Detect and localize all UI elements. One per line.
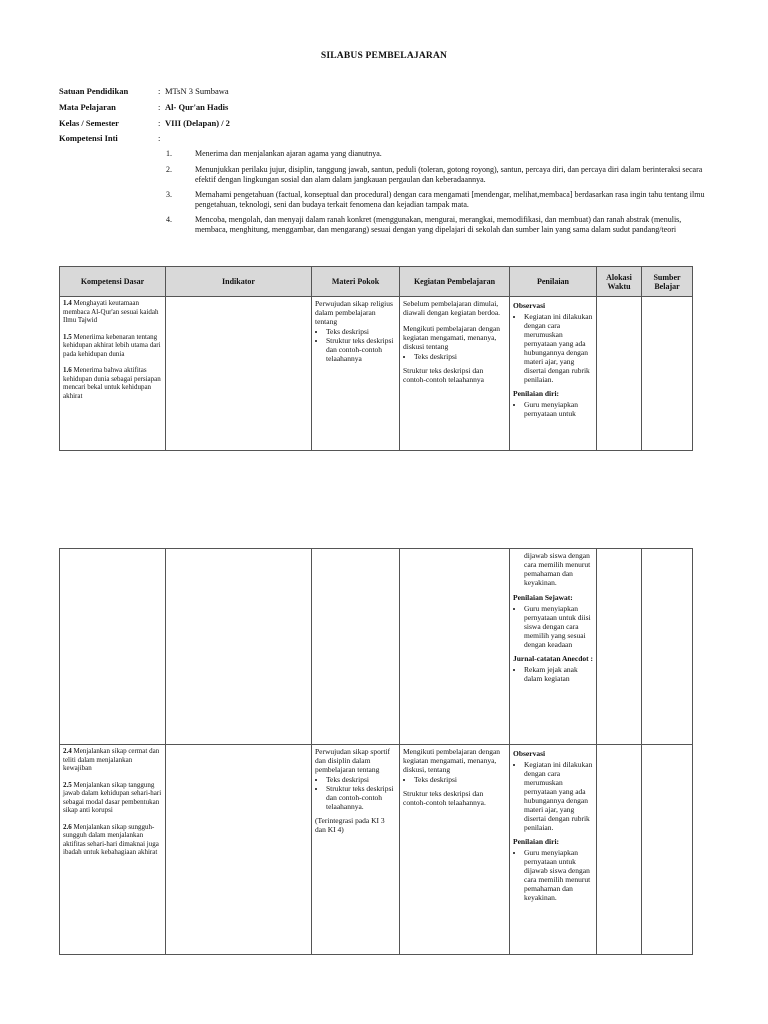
header-alokasi-waktu: Alokasi Waktu	[597, 267, 642, 297]
indikator-cell	[166, 549, 312, 745]
alokasi-cell	[597, 745, 642, 955]
syllabus-table-1	[59, 266, 693, 451]
header-penilaian: Penilaian	[510, 267, 597, 297]
kd-text: Menjalankan sikap tanggung jawab dalam kehidupan sehari-hari sebagai modal dasar pembentukan sikap anti korupsi	[63, 780, 162, 814]
kd-cell	[60, 297, 166, 451]
kd-item	[63, 299, 162, 325]
kegiatan-text: Struktur teks deskripsi dan contoh-contoh telaahannya	[403, 366, 485, 384]
sumber-cell	[642, 549, 693, 745]
sumber-cell	[642, 297, 693, 451]
kegiatan-cell	[400, 745, 510, 955]
header-materi-pokok: Materi Pokok	[312, 267, 400, 297]
header-kegiatan: Kegiatan Pembelajaran	[400, 267, 510, 297]
materi-intro: Perwujudan sikap religius dalam pembelajaran tentang	[315, 299, 393, 326]
ki-text: Menunjukkan perilaku jujur, disiplin, tanggung jawab, santun, peduli (toleran, gotong royong), santun, percaya diri, dan percaya diri dalam berinteraksi secara efektif dengan lingkungan sosial dan alam dalam jangkauan pergaulan dan keberadaannya.	[195, 165, 703, 184]
jurnal-label: Jurnal-catatan Anecdot :	[513, 654, 593, 663]
kd-text: Meneriima kebenaran tentang kehidupan akhirat lebih utama dari pada kehidupan dunia	[63, 332, 161, 358]
ki-number: 1.	[166, 149, 172, 158]
kd-number: 2.6	[63, 822, 72, 831]
ki-number: 2.	[166, 165, 172, 174]
penilaian-cell	[510, 297, 597, 451]
penilaian-cell	[510, 549, 597, 745]
materi-cell	[312, 549, 400, 745]
sumber-cell	[642, 745, 693, 955]
syllabus-table-2	[59, 548, 693, 955]
ki-number: 4.	[166, 215, 172, 224]
kegiatan-list	[403, 352, 506, 361]
colon: :	[158, 86, 161, 96]
kd-text: Menghayati keutamaan membaca Al-Qur'an sesuai kaidah Ilmu Tajwid	[63, 299, 159, 324]
list-item: • Guru menyiapkan pernyataan untuk	[524, 400, 593, 418]
indikator-cell	[166, 297, 312, 451]
ki-text: Memahami pengetahuan (factual, konseptual dan procedural) dengan cara mengamati [mendengar, melihat,membaca] berdasarkan rasa ingin tahu tentang ilmu pengetahuan, teknologi, seni dan budaya terkait fenomena dan kejadian tampak mata.	[195, 190, 705, 209]
table-header-row	[60, 267, 693, 297]
kd-item	[63, 366, 162, 400]
kegiatan-cell	[400, 297, 510, 451]
materi-list	[315, 327, 396, 363]
kegiatan-cell	[400, 549, 510, 745]
kd-text: Menerima bahwa aktifitas kehidupan dunia sebagai persiapan mencari bekal untuk kehidupan akhirat	[63, 366, 161, 400]
document-title: SILABUS PEMBELAJARAN	[320, 51, 448, 61]
meta-label: Kompetensi Inti	[59, 133, 118, 143]
meta-label: Satuan Pendidikan	[59, 86, 129, 96]
observasi-label: Observasi	[513, 301, 546, 310]
table-row	[60, 745, 693, 955]
kd-item	[63, 823, 162, 857]
list-item: • Guru menyiapkan pernyataan untuk dijawab siswa dengan cara memilih menurut pemahaman dan keyakinan.	[524, 848, 593, 902]
penilaian-cell	[510, 745, 597, 955]
ki-text: Mencoba, mengolah, dan menyaji dalam ranah konkret (menggunakan, mengurai, merangkai, memodifikasi, dan membuat) dan ranah abstrak (menulis, membaca, menghitung, menggambar, dan mengarang) sesuai dengan yang dipelajari di sekolah dan sumber lain yang sama dalam sudut pandang/teori	[195, 215, 682, 234]
kd-text: Menjalankan sikap cermat dan teliti dalam menjalankan kewajiban	[63, 747, 160, 772]
kd-item	[63, 333, 162, 359]
materi-cell	[312, 745, 400, 955]
penilaian-diri-label: Penilaian diri:	[513, 837, 560, 846]
list-item: • Teks deskripsi	[414, 775, 506, 784]
meta-value: MTsN 3 Sumbawa	[165, 86, 229, 96]
meta-label: Mata Pelajaran	[59, 102, 116, 112]
list-item: • Rekam jejak anak dalam kegiatan	[524, 665, 593, 683]
colon: :	[158, 102, 161, 112]
colon: :	[158, 118, 161, 128]
penilaian-continued: dijawab siswa dengan cara memilih menurut pemahaman dan keyakinan.	[524, 551, 591, 587]
ki-text: Menerima dan menjalankan ajaran agama yang dianutnya.	[195, 149, 382, 158]
list-item: • Teks deskripsi	[414, 352, 506, 361]
kegiatan-text: Sebelum pembelajaran dimulai, diawali dengan kegiatan berdoa.	[403, 299, 501, 317]
penilaian-diri-list	[513, 400, 593, 418]
materi-list	[315, 775, 396, 811]
alokasi-cell	[597, 297, 642, 451]
observasi-list	[513, 312, 593, 384]
kd-number: 2.4	[63, 747, 72, 755]
penilaian-diri-label: Penilaian diri:	[513, 389, 560, 398]
penilaian-diri-list	[513, 848, 593, 902]
kegiatan-text: Mengikuti pembelajaran dengan kegiatan mengamati, menanya, diskusi, tentang	[403, 747, 501, 774]
list-item: • Kegiatan ini dilakukan dengan cara merumuskan pernyataan yang ada hubungannya dengan materi ajar, yang disertai dengan rubrik penilaian.	[524, 760, 593, 832]
sejawat-list	[513, 604, 593, 649]
meta-label: Kelas / Semester	[59, 118, 119, 128]
kd-number: 2.5	[63, 780, 72, 789]
kegiatan-text: Struktur teks deskripsi dan contoh-contoh telaahannya.	[403, 789, 486, 807]
kd-item	[63, 747, 162, 773]
meta-value: Al- Qur'an Hadis	[165, 102, 229, 112]
observasi-label: Observasi	[513, 749, 546, 758]
sejawat-label: Penilaian Sejawat:	[513, 593, 573, 602]
kd-cell	[60, 745, 166, 955]
colon: :	[158, 133, 161, 143]
list-item: • Struktur teks deskripsi dan contoh-contoh telaahannya	[326, 336, 396, 363]
indikator-cell	[166, 745, 312, 955]
table-row	[60, 549, 693, 745]
list-item: • Teks deskripsi	[326, 775, 396, 784]
list-item: • Kegiatan ini dilakukan dengan cara merumuskan pernyataan yang ada hubungannya dengan materi ajar, yang disertai dengan rubrik penilaian.	[524, 312, 593, 384]
kd-number: 1.4	[63, 299, 72, 307]
kegiatan-text: Mengikuti pembelajaran dengan kegiatan mengamati, menanya, diskusi tentang	[403, 324, 501, 351]
materi-intro: Perwujudan sikap sportif dan disiplin dalam pembelajaran tentang	[315, 747, 390, 774]
materi-note: (Terintegrasi pada KI 3 dan KI 4)	[315, 816, 385, 834]
kd-text: Menjalankan sikap sungguh-sungguh dalam menjalankan aktifitas sehari-hari dimaknai juga ibadah untuk kebahagiaan akhirat	[63, 822, 159, 856]
kd-cell	[60, 549, 166, 745]
list-item: • Struktur teks deskripsi dan contoh-contoh telaahannya.	[326, 784, 396, 811]
list-item: • Teks deskripsi	[326, 327, 396, 336]
header-sumber-belajar: Sumber Belajar	[642, 267, 693, 297]
table-row	[60, 297, 693, 451]
jurnal-list	[513, 665, 593, 683]
meta-value: VIII (Delapan) / 2	[165, 118, 230, 128]
header-indikator: Indikator	[166, 267, 312, 297]
ki-number: 3.	[166, 190, 172, 199]
alokasi-cell	[597, 549, 642, 745]
kd-item	[63, 781, 162, 815]
kd-number: 1.5	[63, 332, 72, 341]
header-kompetensi-dasar: Kompetensi Dasar	[60, 267, 166, 297]
list-item: • Guru menyiapkan pernyataan untuk diisi siswa dengan cara memilih yang sesuai dengan keadaan	[524, 604, 593, 649]
materi-cell	[312, 297, 400, 451]
kd-number: 1.6	[63, 366, 72, 374]
kegiatan-list	[403, 775, 506, 784]
observasi-list	[513, 760, 593, 832]
